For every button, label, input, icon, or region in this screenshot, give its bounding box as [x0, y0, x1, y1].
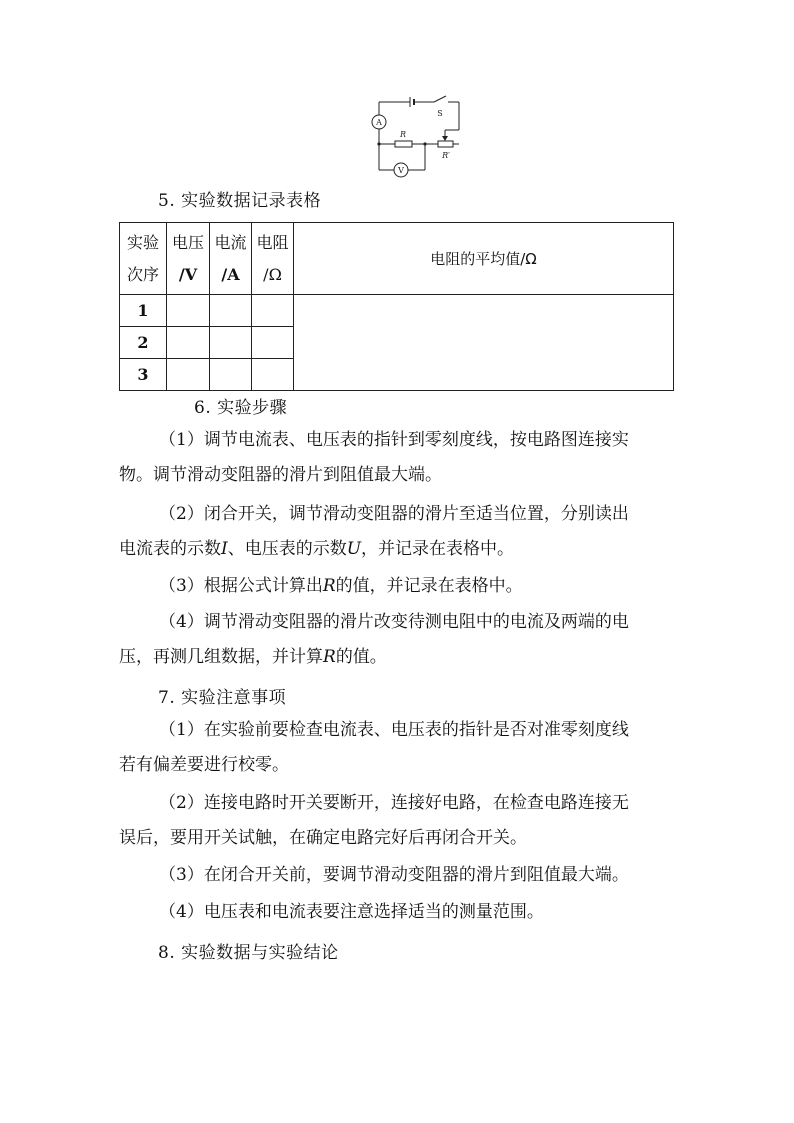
table-row: [120, 295, 674, 327]
row-number: 2: [120, 327, 167, 359]
table-cell: [210, 327, 252, 359]
section-7-title: 7. 实验注意事项: [158, 688, 287, 708]
rheostat-slider-arrow: [442, 136, 448, 141]
rheostat-label: R′: [442, 151, 450, 160]
header-unit: /A: [221, 264, 240, 284]
resistor-symbol: [395, 141, 412, 147]
variable-voltage: U: [346, 539, 362, 559]
header-current: [210, 223, 252, 295]
text-line: 若有偏差要进行校零。: [119, 755, 289, 775]
step-4: [119, 605, 679, 675]
step-2: [119, 497, 679, 567]
header-text: 电流: [214, 232, 247, 252]
row-number: 3: [120, 359, 167, 391]
header-trial-order: [120, 223, 167, 295]
data-record-table: [119, 222, 674, 391]
text-span: 压，再测几组数据，并计算: [119, 647, 323, 667]
section-6-title: 6. 实验步骤: [194, 398, 288, 418]
text-line: 误后，要用开关试触，在确定电路完好后再闭合开关。: [119, 828, 527, 848]
table-cell: [167, 295, 210, 327]
ammeter-label: A: [376, 118, 382, 127]
text-line: [119, 640, 679, 675]
table-cell: [167, 327, 210, 359]
row-number: 1: [120, 295, 167, 327]
table-cell: [210, 359, 252, 391]
header-average-resistance: 电阻的平均值/Ω: [294, 223, 674, 295]
rheostat-symbol: [438, 141, 453, 147]
text-line: （1）调节电流表、电压表的指针到零刻度线，按电路图连接实: [159, 430, 629, 450]
header-unit: /V: [178, 264, 198, 284]
table-header-row: [120, 223, 674, 295]
text-span: 电流表的示数: [119, 539, 221, 559]
header-text: 电压: [171, 232, 204, 252]
variable-current: I: [221, 539, 228, 559]
switch-label: S: [437, 109, 443, 118]
note-3: [119, 858, 679, 893]
text-span: ，并记录在表格中。: [361, 539, 515, 559]
resistor-label: R: [399, 130, 407, 139]
circuit-diagram: [368, 92, 468, 178]
text-span: （3）根据公式计算出: [159, 576, 323, 596]
text-line: （1）在实验前要检查电流表、电压表的指针是否对准零刻度线: [159, 720, 629, 740]
text-line: [119, 532, 679, 567]
note-1: [119, 713, 679, 783]
voltmeter-label: V: [398, 166, 404, 175]
text-span: 的值。: [335, 647, 387, 667]
note-2: [119, 786, 679, 856]
table-cell: [252, 359, 294, 391]
text-line: （4）调节滑动变阻器的滑片改变待测电阻中的电流及两端的电: [159, 612, 629, 632]
variable-resistance: R: [323, 647, 336, 667]
text-line: [119, 569, 679, 604]
table-cell: [210, 295, 252, 327]
section-8-title: 8. 实验数据与实验结论: [158, 943, 339, 963]
table-cell: [252, 295, 294, 327]
section-5-title: 5. 实验数据记录表格: [158, 191, 322, 211]
header-text: 电阻: [256, 232, 289, 252]
table-cell: [167, 359, 210, 391]
header-voltage: [167, 223, 210, 295]
table-cell: [252, 327, 294, 359]
text-line: （4）电压表和电流表要注意选择适当的测量范围。: [159, 902, 544, 922]
switch-blade: [434, 96, 446, 102]
text-line: （3）在闭合开关前，要调节滑动变阻器的滑片到阻值最大端。: [159, 865, 629, 885]
header-text: 次序: [126, 264, 159, 284]
header-unit: /Ω: [263, 264, 282, 284]
variable-resistance: R: [322, 576, 336, 596]
text-line: （2）闭合开关，调节滑动变阻器的滑片至适当位置，分别读出: [159, 504, 629, 524]
step-3: [119, 569, 679, 604]
note-4: [119, 895, 679, 930]
text-line: 物。调节滑动变阻器的滑片到阻值最大端。: [119, 465, 442, 485]
header-text: 实验: [126, 232, 159, 252]
average-cell: [294, 295, 674, 391]
text-span: 、电压表的示数: [227, 539, 347, 559]
text-span: 的值，并记录在表格中。: [335, 576, 523, 596]
header-resistance: [252, 223, 294, 295]
text-line: （2）连接电路时开关要断开，连接好电路，在检查电路连接无: [159, 793, 629, 813]
step-1: [119, 423, 679, 493]
